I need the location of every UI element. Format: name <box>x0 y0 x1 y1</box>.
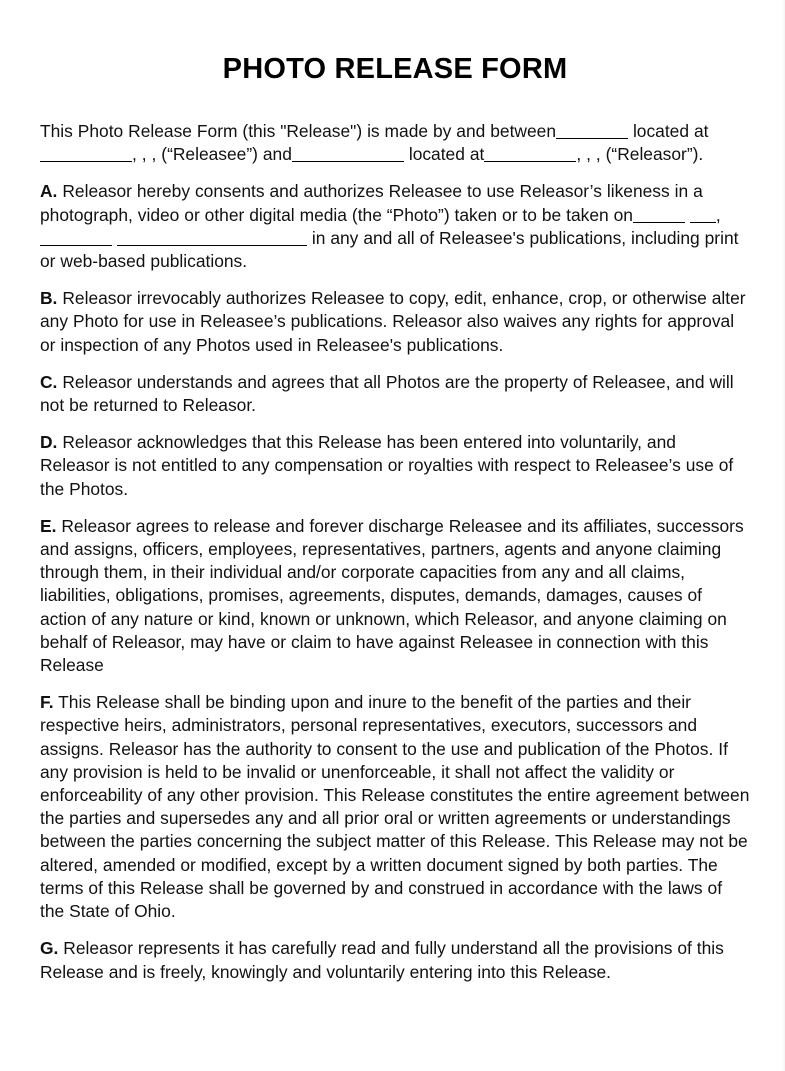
intro-text-3: , , , (“Releasee”) and <box>132 144 292 165</box>
clause-f-text: This Release shall be binding upon and inure to the benefit of the parties and their respective heirs, administrators, personal representatives, executors, successors and assigns. Releasor has the authority to consent to the use and publication of the Photos. If any provision is held to be invalid or unenforceable, it shall not affect the validity or enforceability of any other provision. This Release constitutes the entire agreement between the parties and supersedes any and all prior oral or written agreements or understandings between the parties concerning the subject matter of this Release. This Release may not be altered, amended or modified, except by a written document signed by both parties. The terms of this Release shall be governed by and construed in accordance with the laws of the State of Ohio. <box>40 692 750 922</box>
blank-photo-day[interactable] <box>690 208 716 223</box>
clause-marker-a: A. <box>40 181 58 202</box>
intro-text-4: located at <box>408 144 485 165</box>
clause-f <box>40 691 750 923</box>
blank-releasor-name[interactable] <box>292 147 404 162</box>
document-body <box>40 0 750 984</box>
intro-paragraph <box>40 120 750 166</box>
clause-marker-f: F. <box>40 692 54 713</box>
clause-b <box>40 287 750 357</box>
blank-photo-location[interactable] <box>117 231 307 246</box>
intro-text-1: This Photo Release Form (this "Release") is made by and between <box>40 121 556 141</box>
blank-photo-month[interactable] <box>633 208 685 223</box>
clause-g <box>40 937 750 983</box>
clause-marker-g: G. <box>40 938 59 959</box>
clause-marker-b: B. <box>40 288 58 309</box>
intro-text-5: , , , (“Releasor”). <box>576 144 704 165</box>
clause-a-text-1: Releasor hereby consents and authorizes Releasee to use Releasor’s likeness in a photograph, video or other digital media (the “Photo”) taken or to be taken on <box>40 181 703 225</box>
clause-d-text: Releasor acknowledges that this Release has been entered into voluntarily, and Releasor is not entitled to any compensation or royalties with respect to Releasee’s use of the Photos. <box>40 432 734 499</box>
blank-releasee-address[interactable] <box>40 147 132 162</box>
blank-releasee-name[interactable] <box>556 124 628 139</box>
clause-d <box>40 431 750 501</box>
clause-marker-e: E. <box>40 515 57 536</box>
blank-photo-year[interactable] <box>40 231 112 246</box>
clause-b-text: Releasor irrevocably authorizes Releasee to copy, edit, enhance, crop, or otherwise alter any Photo for use in Releasee’s publications. Releasor also waives any rights for approval or inspection of any Photos used in Releasee's publications. <box>40 288 746 355</box>
clause-c <box>40 371 750 417</box>
clause-a-text-3: in any and all of Releasee's publications, including print or web-based publications. <box>40 227 739 272</box>
clause-a-text-2: , <box>715 204 721 225</box>
clause-e-text: Releasor agrees to release and forever discharge Releasee and its affiliates, successors and assigns, officers, employees, representatives, partners, agents and anyone claiming through them, in their individual and/or corporate capacities from any and all claims, liabilities, obligations, promises, agreements, disputes, demands, damages, causes of action of any nature or kind, known or unknown, which Releasor, and anyone claiming on behalf of Releasor, may have or claim to have against Releasee in connection with this Release <box>40 515 744 676</box>
clause-marker-c: C. <box>40 371 58 392</box>
page-title: PHOTO RELEASE FORM <box>222 53 568 85</box>
clause-a <box>40 180 750 273</box>
blank-releasor-address[interactable] <box>484 147 576 162</box>
clause-c-text: Releasor understands and agrees that all Photos are the property of Releasee, and will not be returned to Releasor. <box>40 371 734 416</box>
intro-text-2: located at <box>632 121 709 141</box>
clause-g-text: Releasor represents it has carefully read and fully understand all the provisions of this Release and is freely, knowingly and voluntarily entering into this Release. <box>40 938 724 982</box>
clause-e <box>40 515 750 677</box>
clause-marker-d: D. <box>40 432 58 453</box>
